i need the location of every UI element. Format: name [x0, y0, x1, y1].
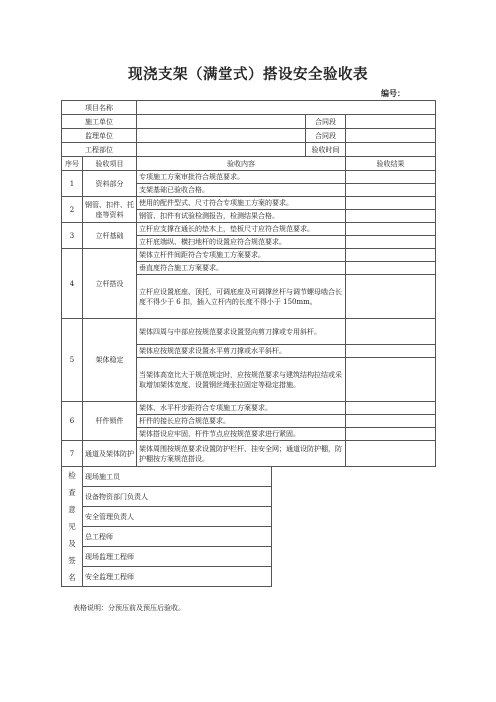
item-result	[346, 402, 436, 415]
item-content: 架体立杆件间距符合专项施工方案要求。	[137, 249, 346, 262]
signer-role: 设备物资部门负责人	[83, 487, 272, 507]
engineering-part-label: 工程部位	[62, 143, 137, 157]
item-result	[346, 223, 436, 236]
item-content: 立杆应设置底座、顶托，可调底座及可调撑丝杆与调节螺母啮合长度不得少于 6 扣，插入立杆内的长度不得小于 150mm。	[137, 275, 346, 319]
header-row-construction	[62, 115, 436, 129]
table-row	[62, 441, 436, 467]
item-content: 支架基础已验收合格。	[137, 184, 346, 197]
item-number: 1	[62, 171, 83, 197]
project-name-label: 项目名称	[62, 101, 137, 115]
acceptance-time-label: 验收时间	[306, 143, 346, 157]
signer-role: 安全管理负责人	[83, 507, 272, 527]
item-content: 专项施工方案审批符合规范要求。	[137, 171, 346, 184]
table-row	[62, 197, 436, 210]
col-content: 验收内容	[137, 157, 346, 171]
item-name: 钢管、扣件、托座等资料	[83, 197, 137, 223]
project-name-value	[137, 101, 436, 115]
header-row-supervision	[62, 129, 436, 143]
item-result	[346, 345, 436, 358]
col-item: 验收项目	[83, 157, 137, 171]
contract-section-value	[346, 115, 436, 129]
acceptance-time-value	[346, 143, 436, 157]
item-name: 立杆搭设	[83, 249, 137, 319]
item-result	[346, 262, 436, 275]
acceptance-table	[61, 100, 436, 587]
table-row	[62, 171, 436, 184]
item-number: 3	[62, 223, 83, 249]
doc-number-label: 编号：	[381, 88, 405, 98]
table-note: 表格说明：分预压前及预压后验收。	[73, 604, 185, 612]
signer-role: 现场施工员	[83, 467, 272, 487]
construction-unit-value	[137, 115, 306, 129]
table-row	[62, 319, 436, 345]
signature-area	[272, 467, 436, 487]
item-result	[346, 210, 436, 223]
engineering-part-value	[137, 143, 306, 157]
table-row	[62, 223, 436, 236]
item-content: 立杆底端纵、横扫地杆的设置应符合规范要求。	[137, 236, 346, 249]
item-result	[346, 415, 436, 428]
table-row	[62, 402, 436, 415]
item-result	[346, 236, 436, 249]
signature-row	[62, 567, 436, 587]
signature-area	[272, 487, 436, 507]
contract-section-label: 合同段	[306, 115, 346, 129]
signature-row	[62, 527, 436, 547]
item-number: 6	[62, 402, 83, 441]
signature-row	[62, 487, 436, 507]
item-content: 钢管、扣件有试验检测报告，检测结果合格。	[137, 210, 346, 223]
item-result	[346, 171, 436, 184]
signature-area	[272, 547, 436, 567]
sign-section-label: 检查意见及签名	[62, 467, 83, 587]
col-result: 验收结果	[346, 157, 436, 171]
column-header-row	[62, 157, 436, 171]
item-number: 7	[62, 441, 83, 467]
item-content: 架体周围按规范要求设置防护栏杆、挂安全网；通道设防护棚，防护棚按方案规范搭设。	[137, 441, 346, 467]
item-name: 杆件锁件	[83, 402, 137, 441]
item-result	[346, 197, 436, 210]
item-content: 架体应按规范要求设置水平剪刀撑或水平斜杆。	[137, 345, 346, 358]
table-row	[62, 249, 436, 262]
signature-area	[272, 507, 436, 527]
signature-area	[272, 567, 436, 587]
item-content: 使用的配件型式、尺寸符合专项施工方案的要求。	[137, 197, 346, 210]
item-result	[346, 249, 436, 262]
supervision-unit-label: 监理单位	[62, 129, 137, 143]
item-name: 资料部分	[83, 171, 137, 197]
col-seq: 序号	[62, 157, 83, 171]
signature-row	[62, 547, 436, 567]
item-content: 杆件的接长应符合规范要求。	[137, 415, 346, 428]
item-name: 架体稳定	[83, 319, 137, 402]
page-title: 现浇支架（满堂式）搭设安全验收表	[128, 66, 368, 83]
signer-role: 总工程师	[83, 527, 272, 547]
item-content: 立杆应支撑在通长的垫木上，垫板尺寸应符合规范要求。	[137, 223, 346, 236]
signer-role: 安全监理工程师	[83, 567, 272, 587]
item-name: 立杆基础	[83, 223, 137, 249]
contract-section-value	[346, 129, 436, 143]
item-number: 5	[62, 319, 83, 402]
signature-area	[272, 527, 436, 547]
signature-row	[62, 507, 436, 527]
item-content: 架体搭设应牢固，杆件节点应按规范要求进行紧固。	[137, 428, 346, 441]
item-result	[346, 184, 436, 197]
construction-unit-label: 施工单位	[62, 115, 137, 129]
item-result	[346, 441, 436, 467]
item-content: 垂直度符合施工方案要求。	[137, 262, 346, 275]
item-number: 4	[62, 249, 83, 319]
signer-role: 现场监理工程师	[83, 547, 272, 567]
item-content: 架体、水平杆步距符合专项施工方案要求。	[137, 402, 346, 415]
item-content: 架体四周与中部应按规范要求设置竖向剪刀撑或专用斜杆。	[137, 319, 346, 345]
item-result	[346, 428, 436, 441]
supervision-unit-value	[137, 129, 306, 143]
item-number: 2	[62, 197, 83, 223]
item-content: 当架体高宽比大于规范规定时，应按规范要求与建筑结构拉结或采取增加架体宽度、设置钢丝绳张拉固定等稳定措施。	[137, 358, 346, 402]
signature-row	[62, 467, 436, 487]
item-result	[346, 319, 436, 345]
item-name: 通道及架体防护	[83, 441, 137, 467]
header-row-part	[62, 143, 436, 157]
item-result	[346, 358, 436, 402]
contract-section-label: 合同段	[306, 129, 346, 143]
header-row-project	[62, 101, 436, 115]
item-result	[346, 275, 436, 319]
